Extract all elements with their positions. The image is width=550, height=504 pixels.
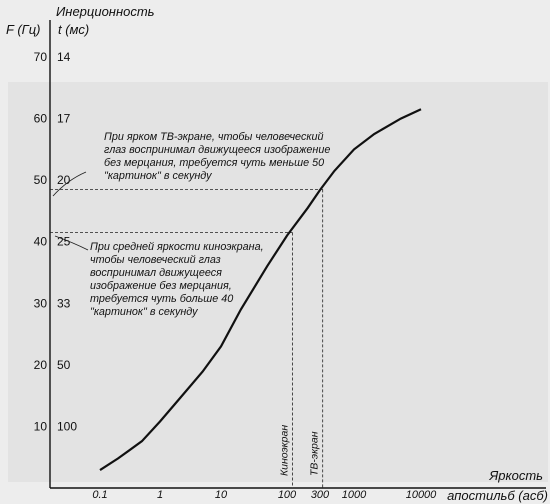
tv-annotation: При ярком ТВ-экране, чтобы человеческий глаз воспринимал движущееся изображение без мерцания, требуется чуть меньше 50 "картинок" в секунду: [104, 131, 331, 182]
y-tick-hz-50: 50: [33, 173, 47, 188]
y-axis-title-ms: t (мс): [58, 22, 90, 37]
y-tick-ms-33: 33: [57, 296, 71, 311]
y-tick-hz-60: 60: [33, 111, 47, 126]
x-axis-title-unit: апостильб (асб): [447, 488, 548, 503]
marker-label-cinema: Киноэкран: [278, 424, 291, 476]
y-tick-ms-20: 20: [57, 173, 71, 188]
x-tick-10: 10: [214, 489, 228, 501]
x-tick-10000: 10000: [405, 489, 437, 501]
y-tick-hz-70: 70: [33, 50, 47, 64]
y-axis-title-inertia: Инерционность: [56, 4, 155, 19]
y-axis-title-hz: F (Гц): [6, 22, 41, 37]
x-tick-100: 100: [277, 489, 297, 501]
cinema-annotation: При средней яркости киноэкрана, чтобы человеческий глаз воспринимал движущееся изображение без мерцания, требуется чуть больше 40 "картинок" в секунду: [90, 241, 264, 318]
x-tick-1: 1: [156, 489, 164, 501]
x-tick-1000: 1000: [341, 489, 367, 501]
x-tick-0.1: 0.1: [92, 489, 108, 501]
y-tick-ms-25: 25: [57, 234, 71, 249]
y-tick-ms-100: 100: [57, 419, 78, 434]
y-tick-ms-17: 17: [57, 111, 71, 126]
y-tick-hz-20: 20: [33, 357, 47, 372]
marker-label-tv: ТВ-экран: [308, 431, 321, 476]
y-tick-hz-10: 10: [33, 419, 47, 434]
x-tick-300: 300: [310, 489, 330, 501]
y-tick-ms-50: 50: [57, 357, 71, 372]
y-tick-hz-30: 30: [33, 296, 47, 311]
y-tick-ms-14: 14: [57, 50, 71, 64]
y-tick-hz-40: 40: [33, 234, 47, 249]
x-axis-title-brightness: Яркость: [489, 468, 543, 483]
